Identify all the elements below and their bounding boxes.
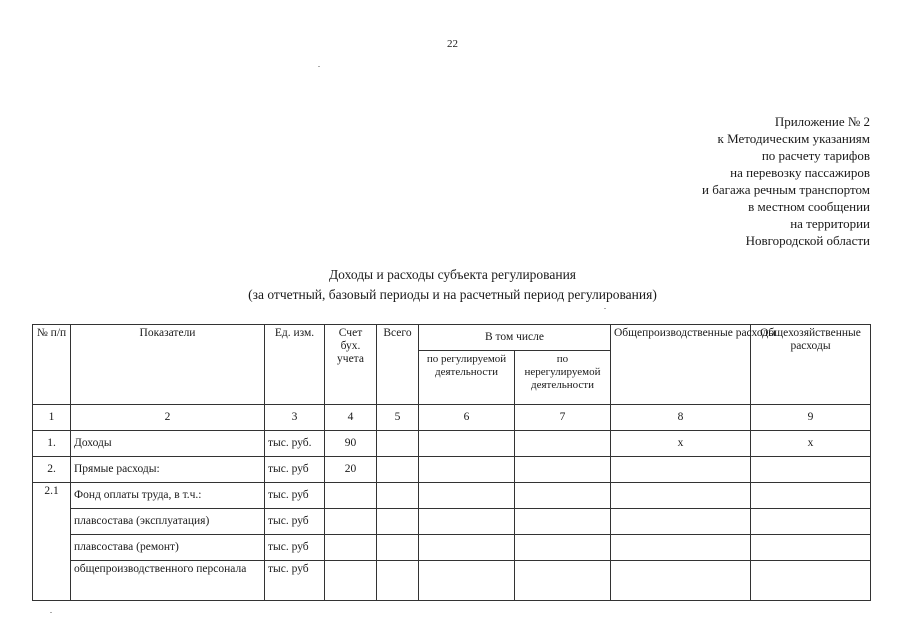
row-unregulated — [515, 483, 611, 509]
row-total — [377, 561, 419, 601]
row-unit: тыс. руб — [265, 483, 325, 509]
row-indicator: Доходы — [71, 431, 265, 457]
row-account — [325, 535, 377, 561]
row-general-overhead: x — [751, 431, 871, 457]
table-row — [33, 431, 871, 457]
title-line-2: (за отчетный, базовый периоды и на расчетный период регулирования) — [248, 287, 657, 302]
scan-speck — [604, 308, 606, 309]
table-row — [33, 457, 871, 483]
row-general-overhead — [751, 457, 871, 483]
scan-speck — [50, 612, 52, 613]
row-indicator: общепроизводственного персонала — [71, 561, 265, 601]
row-production-overhead — [611, 483, 751, 509]
row-indicator: плавсостава (ремонт) — [71, 535, 265, 561]
row-total — [377, 431, 419, 457]
row-unregulated — [515, 431, 611, 457]
row-account — [325, 483, 377, 509]
header-including: В том числе — [419, 325, 611, 351]
annex-line: по расчету тарифов — [761, 148, 870, 163]
annex-block — [702, 113, 870, 249]
header-general-overhead: Общехозяйственные расходы — [751, 325, 871, 405]
title-line-1: Доходы и расходы субъекта регулирования — [328, 267, 577, 282]
row-production-overhead — [611, 561, 751, 601]
row-general-overhead — [751, 561, 871, 601]
column-number: 3 — [265, 405, 325, 431]
row-regulated — [419, 509, 515, 535]
column-number: 9 — [751, 405, 871, 431]
row-total — [377, 483, 419, 509]
row-regulated — [419, 535, 515, 561]
row-regulated — [419, 457, 515, 483]
table-row — [33, 483, 871, 509]
column-number: 1 — [33, 405, 71, 431]
row-account: 90 — [325, 431, 377, 457]
row-production-overhead — [611, 509, 751, 535]
row-production-overhead — [611, 457, 751, 483]
row-unit: тыс. руб. — [265, 431, 325, 457]
page-number: 22 — [447, 38, 458, 50]
row-num: 1. — [33, 431, 71, 457]
annex-line: в местном сообщении — [748, 199, 870, 214]
row-unit: тыс. руб — [265, 535, 325, 561]
row-indicator: Фонд оплаты труда, в т.ч.: — [71, 483, 265, 509]
row-account: 20 — [325, 457, 377, 483]
row-unit: тыс. руб — [265, 509, 325, 535]
row-num: 2. — [33, 457, 71, 483]
row-production-overhead — [611, 535, 751, 561]
row-production-overhead: x — [611, 431, 751, 457]
row-account — [325, 561, 377, 601]
row-regulated — [419, 431, 515, 457]
row-total — [377, 457, 419, 483]
row-general-overhead — [751, 483, 871, 509]
document-title — [0, 265, 905, 305]
header-regulated: по регулируемой деятельности — [419, 351, 515, 405]
row-regulated — [419, 483, 515, 509]
header-account: Счет бух. учета — [325, 325, 377, 405]
column-number: 4 — [325, 405, 377, 431]
row-total — [377, 509, 419, 535]
scan-speck — [318, 66, 320, 67]
header-unit: Ед. изм. — [265, 325, 325, 405]
annex-line: на территории — [790, 216, 870, 231]
header-unregulated: по нерегулируемой деятельности — [515, 351, 611, 405]
table-row — [33, 561, 871, 601]
table-row — [33, 509, 871, 535]
row-regulated — [419, 561, 515, 601]
header-total: Всего — [377, 325, 419, 405]
row-indicator: плавсостава (эксплуатация) — [71, 509, 265, 535]
table-row — [33, 535, 871, 561]
column-number: 6 — [419, 405, 515, 431]
row-unregulated — [515, 561, 611, 601]
income-expense-table — [32, 324, 871, 601]
row-unregulated — [515, 457, 611, 483]
row-unregulated — [515, 535, 611, 561]
annex-line: Приложение № 2 — [774, 114, 870, 129]
row-unit: тыс. руб — [265, 561, 325, 601]
header-indicator: Показатели — [71, 325, 265, 405]
row-general-overhead — [751, 509, 871, 535]
row-total — [377, 535, 419, 561]
row-unregulated — [515, 509, 611, 535]
row-general-overhead — [751, 535, 871, 561]
column-number: 7 — [515, 405, 611, 431]
annex-line: на перевозку пассажиров — [730, 165, 870, 180]
annex-line: Новгородской области — [745, 233, 870, 248]
row-unit: тыс. руб — [265, 457, 325, 483]
column-number: 2 — [71, 405, 265, 431]
header-num: № п/п — [33, 325, 71, 405]
annex-line: к Методическим указаниям — [717, 131, 870, 146]
column-number: 8 — [611, 405, 751, 431]
row-account — [325, 509, 377, 535]
row-num: 2.1 — [33, 483, 71, 601]
row-indicator: Прямые расходы: — [71, 457, 265, 483]
column-number: 5 — [377, 405, 419, 431]
annex-line: и багажа речным транспортом — [702, 182, 870, 197]
header-production-overhead: Общепроизводственные расходы — [611, 325, 751, 405]
